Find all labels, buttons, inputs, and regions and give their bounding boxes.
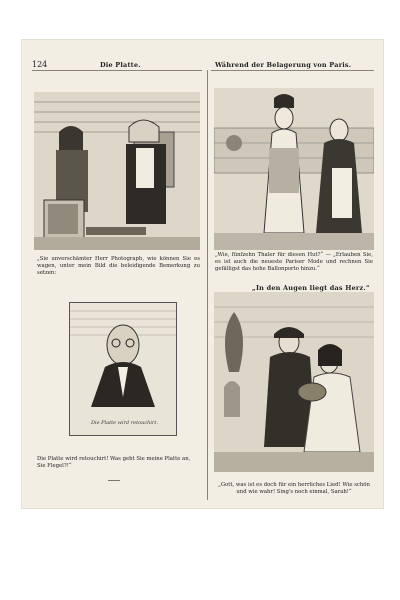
illustration-couple bbox=[214, 292, 374, 472]
caption-plate: Die Platte wird retouchirt! Was geht Sie meine Platte an, Sie Flegel?!“ bbox=[37, 456, 191, 469]
caption-siege: „Wie, fünfzehn Thaler für diesen Hut?“ — „Erlauben Sie, es ist auch die neueste Pariser Mode und rechnen Sie gefälligst das hohe Ballonporto hinzu.“ bbox=[215, 252, 373, 272]
illustration-photographer bbox=[34, 92, 200, 250]
title-die-platte: Die Platte. bbox=[100, 61, 141, 69]
title-augen-herz: „In den Augen liegt das Herz.“ bbox=[252, 284, 370, 292]
separator-dash bbox=[108, 480, 120, 481]
header-rule-left bbox=[32, 70, 202, 71]
title-belagerung: Während der Belagerung von Paris. bbox=[215, 61, 352, 69]
illustration-hat-shop bbox=[214, 88, 374, 250]
portrait-signature: Die Platte wird retouchirt. bbox=[91, 420, 158, 426]
caption-eyes: „Gott, was ist es doch für ein herrliches Lied! Wie schön und wie wahr! Sing's noch einmal, Sarah!“ bbox=[218, 482, 370, 495]
column-divider bbox=[207, 70, 208, 500]
header-rule-right bbox=[211, 70, 374, 71]
book-page bbox=[22, 40, 383, 508]
illustration-portrait bbox=[69, 302, 177, 436]
page-number: 124 bbox=[32, 60, 48, 69]
caption-photographer: „Sie unverschämter Herr Photograph, wie können Sie es wagen, unter mein Bild die beleidigende Bemerkung zu setzen: bbox=[37, 256, 200, 276]
